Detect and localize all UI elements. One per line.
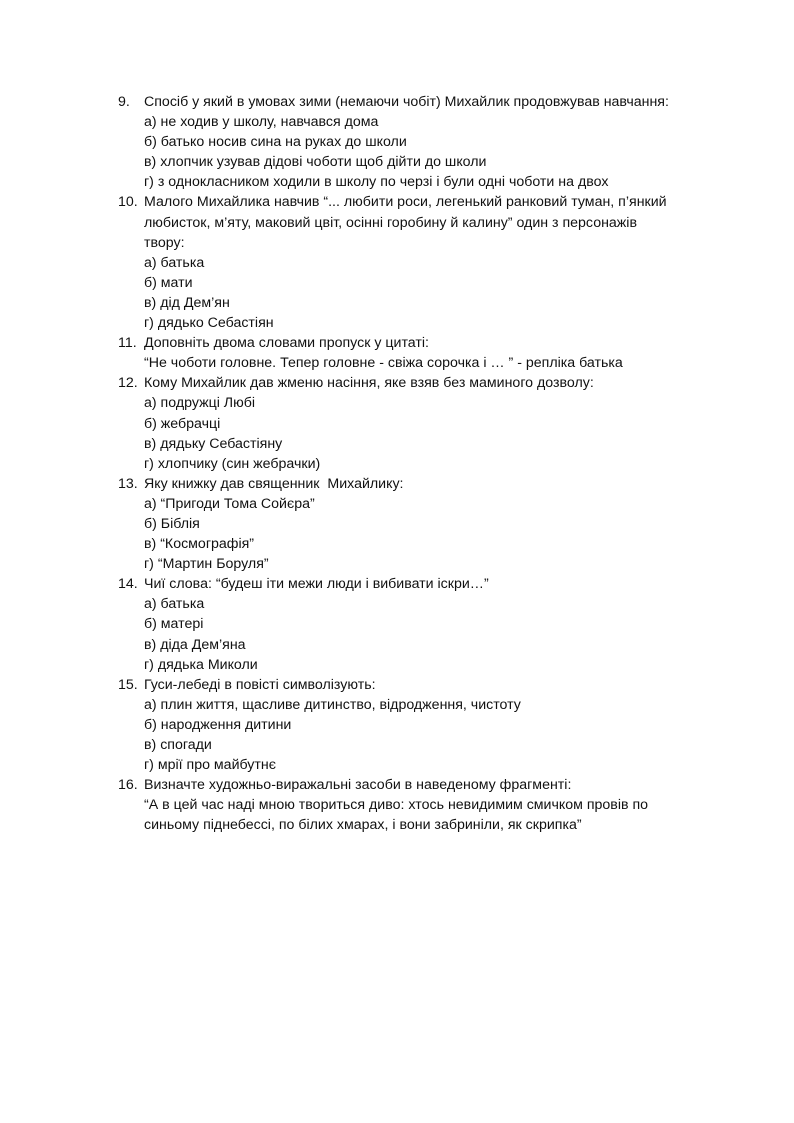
- answer-option: б) народження дитини: [144, 716, 292, 733]
- question-number: 14.: [118, 576, 138, 593]
- question-9: [118, 92, 718, 192]
- question-header: [118, 675, 718, 695]
- question-header: [118, 333, 718, 353]
- answer-option: а) батька: [144, 254, 205, 271]
- question-header: [118, 373, 718, 393]
- question-16: [118, 775, 718, 835]
- question-text: Спосіб у який в умовах зими (немаючи чобіт) Михайлик продовжував навчання:: [144, 94, 669, 110]
- question-text-line: любисток, м’яту, маковий цвіт, осінні горобину й калину” один з персонажів: [144, 214, 637, 231]
- question-header: [118, 474, 718, 494]
- answer-option: г) з однокласником ходили в школу по черзі і були одні чоботи на двох: [144, 174, 609, 191]
- answer-option: г) хлопчику (син жебрачки): [144, 455, 321, 472]
- question-header: [118, 92, 718, 112]
- answer-option: в) дядьку Себастіяну: [144, 435, 283, 452]
- answer-option: в) спогади: [144, 737, 212, 753]
- answer-option: а) батька: [144, 596, 205, 613]
- question-10: [118, 192, 718, 333]
- question-number: 16.: [118, 777, 138, 794]
- quote-line: “А в цей час наді мною твориться диво: хтось невидимим смичком провів по: [144, 797, 649, 814]
- question-number: 12.: [118, 375, 138, 392]
- question-15: [118, 675, 718, 775]
- answer-option: б) матері: [144, 616, 204, 633]
- question-14: [118, 574, 718, 674]
- question-number: 10.: [118, 194, 138, 211]
- question-text-line: твору:: [144, 234, 185, 251]
- answer-option: в) дід Дем’ян: [144, 294, 230, 311]
- answer-option: б) батько носив сина на руках до школи: [144, 134, 407, 151]
- question-text: Гуси-лебеді в повісті символізують:: [144, 676, 376, 693]
- question-number: 13.: [118, 475, 138, 492]
- answer-option: г) дядька Миколи: [144, 656, 258, 673]
- quote-line: “Не чоботи головне. Тепер головне - свіжа сорочка і … ” - репліка батька: [144, 355, 623, 372]
- answer-option: б) жебрачці: [144, 415, 221, 432]
- answer-option: а) плин життя, щасливе дитинство, відродження, чистоту: [144, 696, 521, 713]
- question-list: [118, 92, 718, 835]
- answer-option: а) “Пригоди Тома Сойєра”: [144, 495, 315, 512]
- answer-option: а) не ходив у школу, навчався дома: [144, 114, 379, 131]
- quote-line: синьому піднебессі, по білих хмарах, і вони забриніли, як скрипка”: [144, 817, 582, 834]
- answer-option: в) хлопчик узував дідові чоботи щоб дійти до школи: [144, 154, 487, 171]
- question-text-line: Малого Михайлика навчив “... любити роси, легенький ранковий туман, п’янкий: [144, 194, 667, 211]
- question-text: Доповніть двома словами пропуск у цитаті:: [144, 335, 429, 352]
- question-header: [118, 574, 718, 594]
- question-number: 11.: [118, 335, 137, 352]
- question-text: Визначте художньо-виражальні засоби в наведеному фрагменті:: [144, 777, 572, 794]
- question-12: [118, 373, 718, 473]
- answer-option: г) дядько Себастіян: [144, 315, 274, 332]
- question-text: Кому Михайлик дав жменю насіння, яке взяв без маминого дозволу:: [144, 375, 594, 392]
- question-header: [118, 775, 718, 795]
- answer-option: б) мати: [144, 274, 193, 291]
- question-13: [118, 474, 718, 574]
- question-number: 15.: [118, 676, 138, 693]
- answer-option: а) подружці Любі: [144, 395, 256, 412]
- question-text: Яку книжку дав священник Михайлику:: [144, 475, 404, 492]
- question-text: Чиї слова: “будеш іти межи люди і вибивати іскри…”: [144, 576, 489, 593]
- question-header: [118, 192, 718, 252]
- answer-option: г) мрії про майбутнє: [144, 757, 276, 774]
- answer-option: б) Біблія: [144, 515, 200, 532]
- question-number: 9.: [118, 94, 130, 110]
- answer-option: в) діда Дем’яна: [144, 636, 246, 653]
- question-11: [118, 333, 718, 373]
- answer-option: в) “Космографія”: [144, 536, 255, 553]
- answer-option: г) “Мартин Боруля”: [144, 556, 269, 573]
